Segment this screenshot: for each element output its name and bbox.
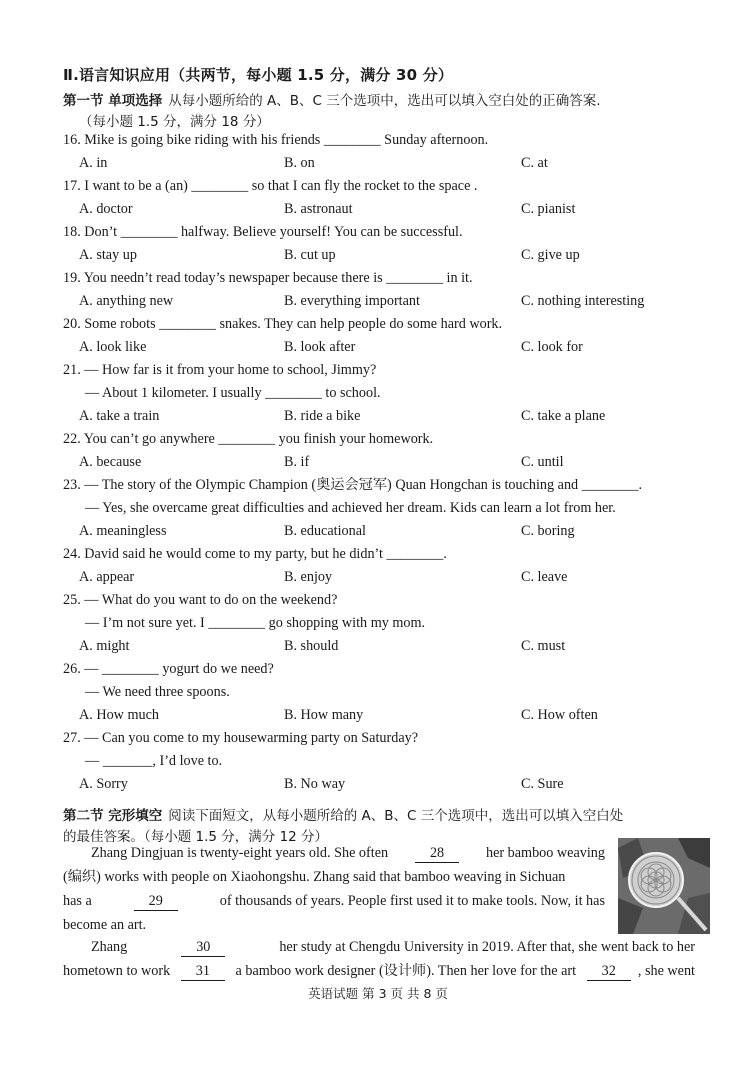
question-reply: — I’m not sure yet. I ________ go shopping with my mom. [85, 615, 426, 631]
answer-option[interactable]: C. boring [521, 523, 575, 539]
answer-option[interactable]: B. astronaut [284, 201, 353, 217]
cloze-blank-29[interactable]: 29 [134, 892, 178, 911]
question-stem: 26. — ________ yogurt do we need? [63, 661, 274, 677]
answer-option[interactable]: B. on [284, 155, 315, 171]
passage-text: , she went [637, 963, 695, 979]
answer-option[interactable]: A. appear [79, 569, 135, 585]
answer-option[interactable]: A. might [79, 638, 130, 654]
answer-option[interactable]: C. look for [521, 339, 583, 355]
passage-text: (编织) works with people on Xiaohongshu. Zhang said that bamboo weaving in Sichuan [63, 869, 566, 885]
part1-label: 第一节 单项选择 [63, 93, 163, 109]
question-stem: 18. Don’t ________ halfway. Believe yourself! You can be successful. [63, 224, 463, 240]
answer-option[interactable]: A. doctor [79, 201, 133, 217]
cloze-blank-32[interactable]: 32 [587, 962, 631, 981]
part2-instruction: 阅读下面短文，从每小题所给的 A、B、C 三个选项中，选出可以填入空白处 [168, 808, 624, 824]
question-stem: 17. I want to be a (an) ________ so that I can fly the rocket to the space . [63, 178, 478, 194]
question-stem: 16. Mike is going bike riding with his friends ________ Sunday afternoon. [63, 132, 489, 148]
passage-text: Zhang [91, 939, 131, 955]
passage-line [91, 844, 605, 863]
answer-option[interactable]: A. in [79, 155, 108, 171]
part2-header [63, 804, 623, 824]
answer-option[interactable]: A. Sorry [79, 776, 128, 792]
answer-option[interactable]: B. educational [284, 523, 366, 539]
answer-option[interactable]: B. How many [284, 707, 364, 723]
answer-option[interactable]: A. anything new [79, 293, 174, 309]
question-stem: 20. Some robots ________ snakes. They can help people do some hard work. [63, 316, 503, 332]
answer-option[interactable]: B. look after [284, 339, 356, 355]
answer-option[interactable]: A. because [79, 454, 142, 470]
answer-option[interactable]: C. Sure [521, 776, 564, 792]
part1-header [63, 89, 601, 109]
bamboo-weaving-fan-photo [618, 838, 710, 934]
answer-option[interactable]: C. must [521, 638, 566, 654]
answer-option[interactable]: A. stay up [79, 247, 137, 263]
question-reply: — We need three spoons. [85, 684, 230, 700]
passage-text: her bamboo weaving [482, 845, 605, 861]
answer-option[interactable]: B. ride a bike [284, 408, 361, 424]
cloze-blank-31[interactable]: 31 [181, 962, 225, 981]
section-title: Ⅱ.语言知识应用（共两节，每小题 1.5 分，满分 30 分） [63, 66, 454, 84]
answer-option[interactable]: A. How much [79, 707, 159, 723]
passage-text: Zhang Dingjuan is twenty-eight years old. She often [91, 845, 392, 861]
page-footer: 英语试题 第 3 页 共 8 页 [308, 986, 448, 1001]
answer-option[interactable]: B. everything important [284, 293, 420, 309]
passage-line [63, 962, 695, 981]
answer-option[interactable]: B. cut up [284, 247, 336, 263]
question-reply: — Yes, she overcame great difficulties and achieved her dream. Kids can learn a lot from her. [85, 500, 616, 516]
passage-line [63, 868, 605, 886]
question-reply: — _______, I’d love to. [85, 753, 223, 769]
cloze-blank-30[interactable]: 30 [181, 938, 225, 957]
passage-text: a bamboo work designer (设计师). Then her love for the art [231, 963, 580, 979]
answer-option[interactable]: C. leave [521, 569, 568, 585]
passage-line [91, 938, 695, 957]
answer-option[interactable]: A. look like [79, 339, 147, 355]
answer-option[interactable]: B. if [284, 454, 310, 470]
question-stem: 27. — Can you come to my housewarming party on Saturday? [63, 730, 419, 746]
passage-text: become an art. [63, 917, 147, 933]
question-reply: — About 1 kilometer. I usually ________ to school. [85, 385, 381, 401]
answer-option[interactable]: C. at [521, 155, 548, 171]
question-stem: 22. You can’t go anywhere ________ you finish your homework. [63, 431, 434, 447]
answer-option[interactable]: C. How often [521, 707, 598, 723]
answer-option[interactable]: B. should [284, 638, 339, 654]
part2-label: 第二节 完形填空 [63, 808, 163, 824]
question-stem: 21. — How far is it from your home to school, Jimmy? [63, 362, 377, 378]
answer-option[interactable]: B. enjoy [284, 569, 333, 585]
passage-text: has a [63, 893, 96, 909]
question-stem: 23. — The story of the Olympic Champion (奥运会冠军) Quan Hongchan is touching and ________. [63, 477, 642, 493]
answer-option[interactable]: C. until [521, 454, 564, 470]
passage-text: her study at Chengdu University in 2019. After that, she went back to her [275, 939, 695, 955]
passage-text: of thousands of years. People first used it to make tools. Now, it has [216, 893, 605, 909]
part2-instruction-continued: 的最佳答案。（每小题 1.5 分，满分 12 分） [63, 829, 329, 845]
passage-text: hometown to work [63, 963, 174, 979]
answer-option[interactable]: A. meaningless [79, 523, 167, 539]
answer-option[interactable]: B. No way [284, 776, 346, 792]
part1-instruction: 从每小题所给的 A、B、C 三个选项中，选出可以填入空白处的正确答案. [168, 93, 601, 109]
cloze-blank-28[interactable]: 28 [415, 844, 459, 863]
answer-option[interactable]: C. take a plane [521, 408, 606, 424]
question-stem: 24. David said he would come to my party, but he didn’t ________. [63, 546, 447, 562]
answer-option[interactable]: A. take a train [79, 408, 160, 424]
part1-score: （每小题 1.5 分，满分 18 分） [79, 114, 270, 130]
answer-option[interactable]: C. nothing interesting [521, 293, 645, 309]
question-stem: 25. — What do you want to do on the weekend? [63, 592, 338, 608]
passage-line [63, 892, 605, 911]
passage-line [63, 916, 146, 934]
answer-option[interactable]: C. pianist [521, 201, 576, 217]
question-stem: 19. You needn’t read today’s newspaper because there is ________ in it. [63, 270, 473, 286]
answer-option[interactable]: C. give up [521, 247, 580, 263]
